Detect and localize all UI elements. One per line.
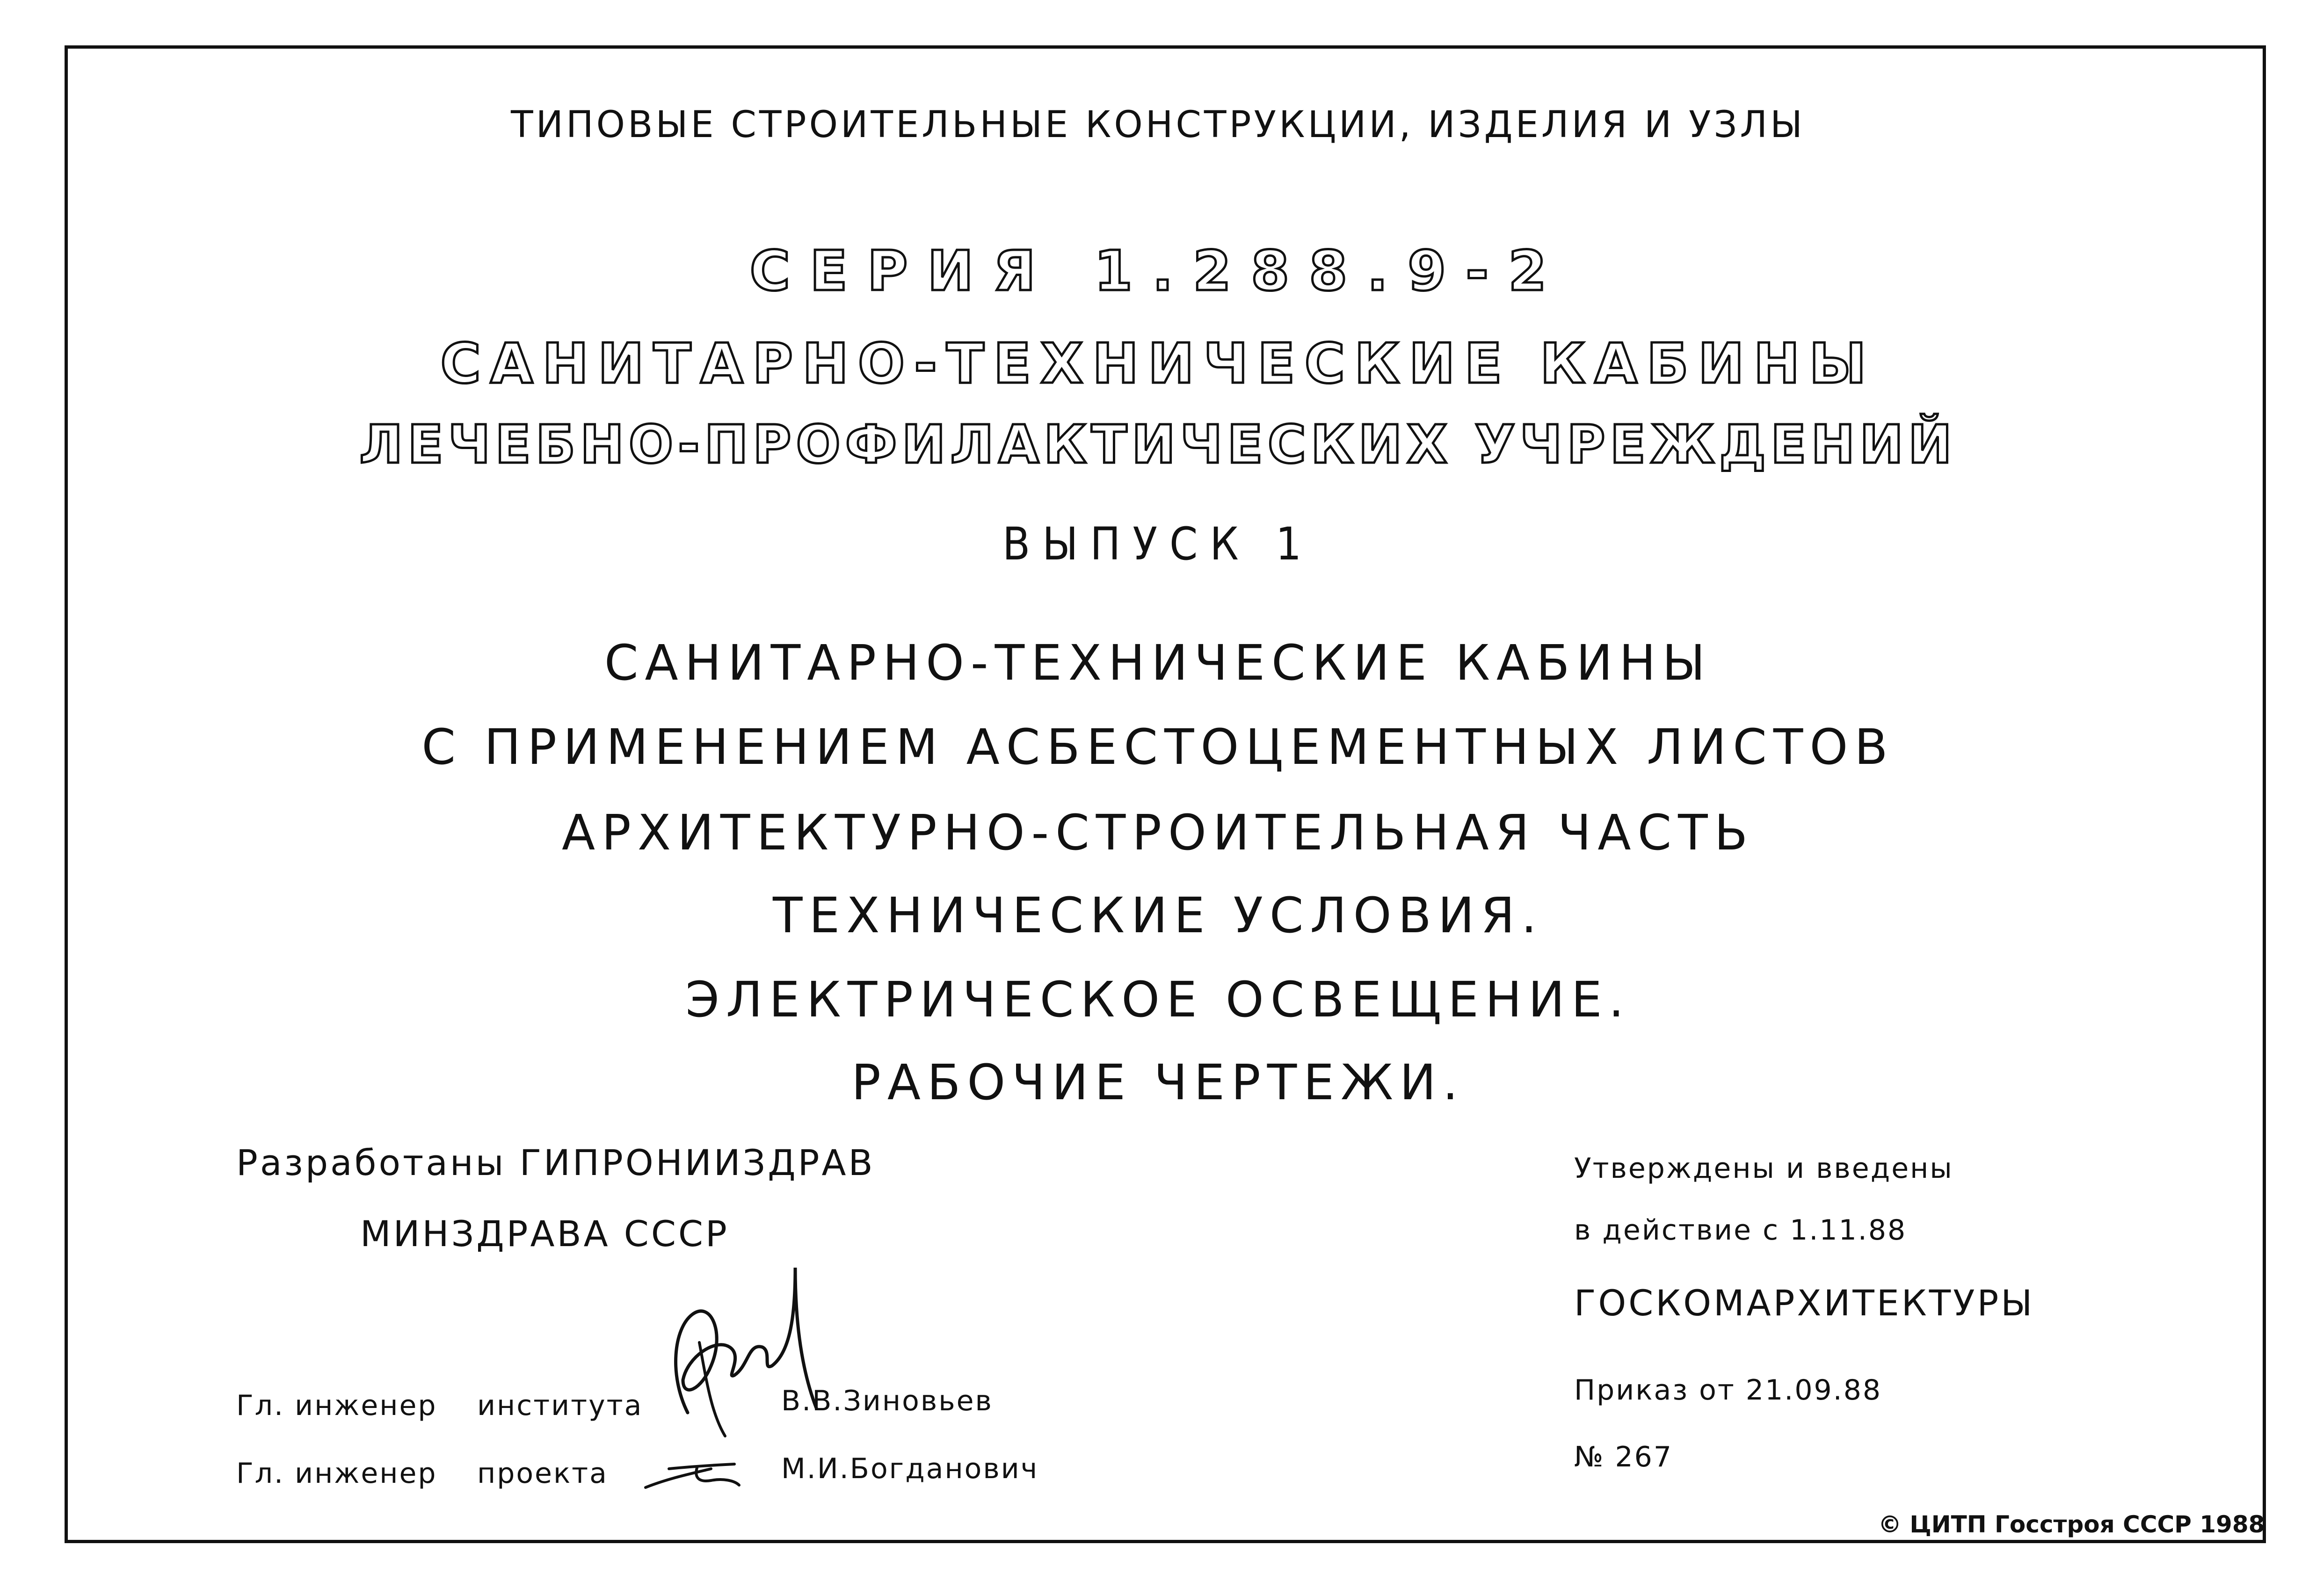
signature-zinovyev	[655, 1258, 833, 1455]
approval-line-2: в действие с 1.11.88	[1574, 1214, 1907, 1247]
approval-order-number: № 267	[1574, 1441, 1673, 1473]
description-line-5: ЭЛЕКТРИЧЕСКОЕ ОСВЕЩЕНИЕ.	[685, 971, 1631, 1028]
main-title-line-1: САНИТАРНО-ТЕХНИЧЕСКИЕ КАБИНЫ	[440, 331, 1876, 396]
description-line-2: С ПРИМЕНЕНИЕМ АСБЕСТОЦЕМЕНТНЫХ ЛИСТОВ	[421, 718, 1895, 776]
description-line-6: РАБОЧИЕ ЧЕРТЕЖИ.	[851, 1054, 1465, 1111]
signatory-1-role-label: Гл. инженер	[236, 1389, 437, 1422]
signatory-1-role-place: института	[477, 1389, 643, 1422]
signatory-2-role-place: проекта	[477, 1457, 608, 1490]
description-line-1: САНИТАРНО-ТЕХНИЧЕСКИЕ КАБИНЫ	[604, 634, 1712, 691]
approval-organization: ГОСКОМАРХИТЕКТУРЫ	[1574, 1282, 2035, 1324]
header-line: ТИПОВЫЕ СТРОИТЕЛЬНЫЕ КОНСТРУКЦИИ, ИЗДЕЛИЯ И УЗЛЫ	[510, 104, 1805, 146]
series-number: СЕРИЯ 1.288.9-2	[749, 239, 1567, 303]
signature-bogdanovich	[641, 1459, 744, 1492]
signatory-1-name: В.В.Зиновьев	[781, 1385, 993, 1417]
approval-line-1: Утверждены и введены	[1574, 1152, 1953, 1185]
description-line-3: АРХИТЕКТУРНО-СТРОИТЕЛЬНАЯ ЧАСТЬ	[561, 804, 1755, 861]
issue-number: ВЫПУСК 1	[1002, 518, 1314, 570]
main-title-line-2: ЛЕЧЕБНО-ПРОФИЛАКТИЧЕСКИХ УЧРЕЖДЕНИЙ	[359, 414, 1957, 475]
signatory-2-name: М.И.Богданович	[781, 1452, 1039, 1485]
description-line-4: ТЕХНИЧЕСКИЕ УСЛОВИЯ.	[772, 887, 1544, 944]
signatory-2-role-label: Гл. инженер	[236, 1457, 437, 1490]
developer-line-2: МИНЗДРАВА СССР	[360, 1213, 729, 1255]
developer-line-1: Разработаны ГИПРОНИИЗДРАВ	[236, 1142, 875, 1183]
approval-order: Приказ от 21.09.88	[1574, 1374, 1882, 1407]
copyright-notice: © ЦИТП Госстроя СССР 1988	[1878, 1511, 2265, 1538]
